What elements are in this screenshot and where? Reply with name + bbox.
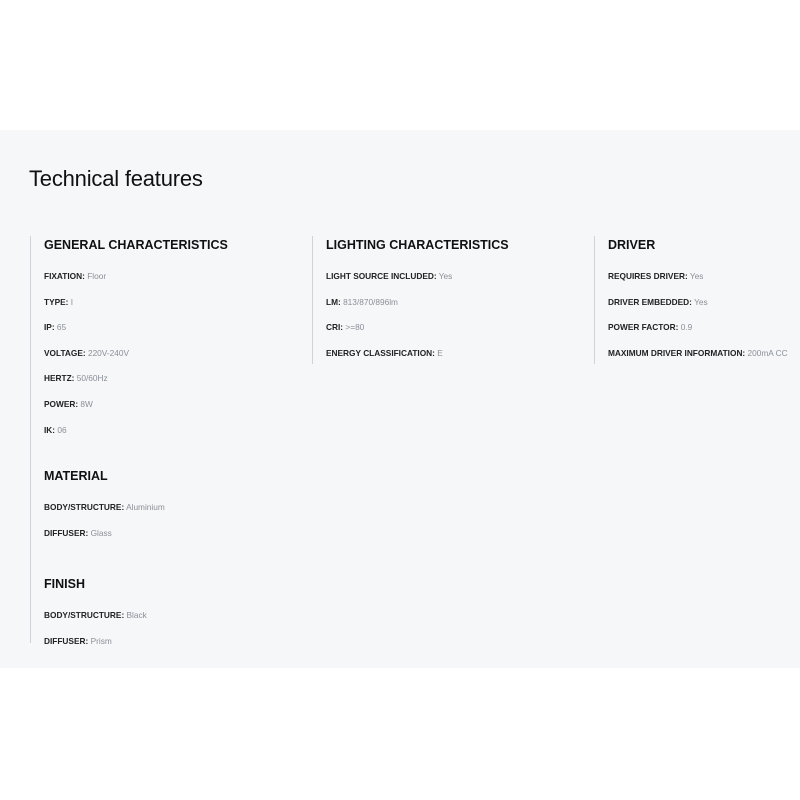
spec-value: 0.9 [680,322,693,333]
spec-row-lm [326,296,576,322]
spec-label: CRI: [326,322,344,333]
spec-label: DRIVER EMBEDDED: [608,296,692,307]
column-lighting [312,236,576,364]
spec-label: VOLTAGE: [44,347,86,358]
spec-label: LIGHT SOURCE INCLUDED: [326,271,437,281]
spec-value: 220V-240V [87,347,130,358]
spec-row-power-factor [608,321,800,347]
spec-row-power [44,398,294,424]
spec-label: IK: [44,424,56,435]
spec-row-energy-classification [326,347,576,373]
spec-label: IP: [44,322,55,333]
spec-value: I [70,296,74,307]
section-material [44,467,294,552]
spec-value: 65 [56,322,67,333]
section-title: LIGHTING CHARACTERISTICS [326,238,509,252]
spec-row-ik [44,424,294,450]
spec-row-ip [44,321,294,347]
spec-label: POWER: [44,398,79,409]
page-title: Technical features [29,166,203,191]
column-driver [594,236,800,364]
spec-value: Floor [87,271,107,281]
section-title: DRIVER [608,238,656,252]
spec-row-type [44,296,294,322]
spec-label: BODY/STRUCTURE: [44,610,125,621]
spec-row-fixation [44,270,294,296]
spec-label: BODY/STRUCTURE: [44,502,125,513]
spec-value: Prism [90,635,112,646]
spec-row-light-source-included [326,270,576,296]
spec-value: 200mA CC [747,347,788,358]
spec-row-body-structure [44,609,294,635]
section-general-characteristics [44,236,294,449]
spec-label: LM: [326,296,341,307]
spec-value: Glass [90,527,112,538]
section-finish [44,575,294,660]
spec-value: Yes [694,296,708,307]
spec-value: 06 [57,424,67,435]
spec-row-voltage [44,347,294,373]
spec-value: Black [126,610,147,621]
spec-value: >=80 [345,322,365,333]
section-driver [608,236,800,372]
section-title: FINISH [44,577,85,592]
spec-row-cri [326,321,576,347]
spec-label: HERTZ: [44,373,75,384]
spec-value: 813/870/896lm [343,296,398,307]
spec-label: MAXIMUM DRIVER INFORMATION: [608,347,746,358]
spec-label: DIFFUSER: [44,527,89,538]
spec-row-hertz [44,372,294,398]
spec-row-maximum-driver-information [608,347,800,373]
spec-value: Yes [689,271,704,281]
spec-value: Aluminium [126,502,165,513]
spec-label: REQUIRES DRIVER: [608,271,688,281]
spec-value: E [437,347,443,358]
spec-label: DIFFUSER: [44,635,89,646]
spec-label: POWER FACTOR: [608,322,679,333]
spec-row-diffuser [44,527,294,553]
spec-row-requires-driver [608,270,800,296]
spec-value: 8W [80,398,93,409]
spec-value: Yes [438,271,453,281]
spec-row-body-structure [44,501,294,527]
column-general [30,236,294,646]
spec-value: 50/60Hz [76,373,108,384]
spec-row-diffuser [44,635,294,661]
section-title: MATERIAL [44,469,108,484]
section-lighting-characteristics [326,236,576,372]
spec-label: FIXATION: [44,271,85,281]
spec-label: TYPE: [44,296,69,307]
spec-row-driver-embedded [608,296,800,322]
spec-label: ENERGY CLASSIFICATION: [326,347,435,358]
section-title: GENERAL CHARACTERISTICS [44,238,228,252]
